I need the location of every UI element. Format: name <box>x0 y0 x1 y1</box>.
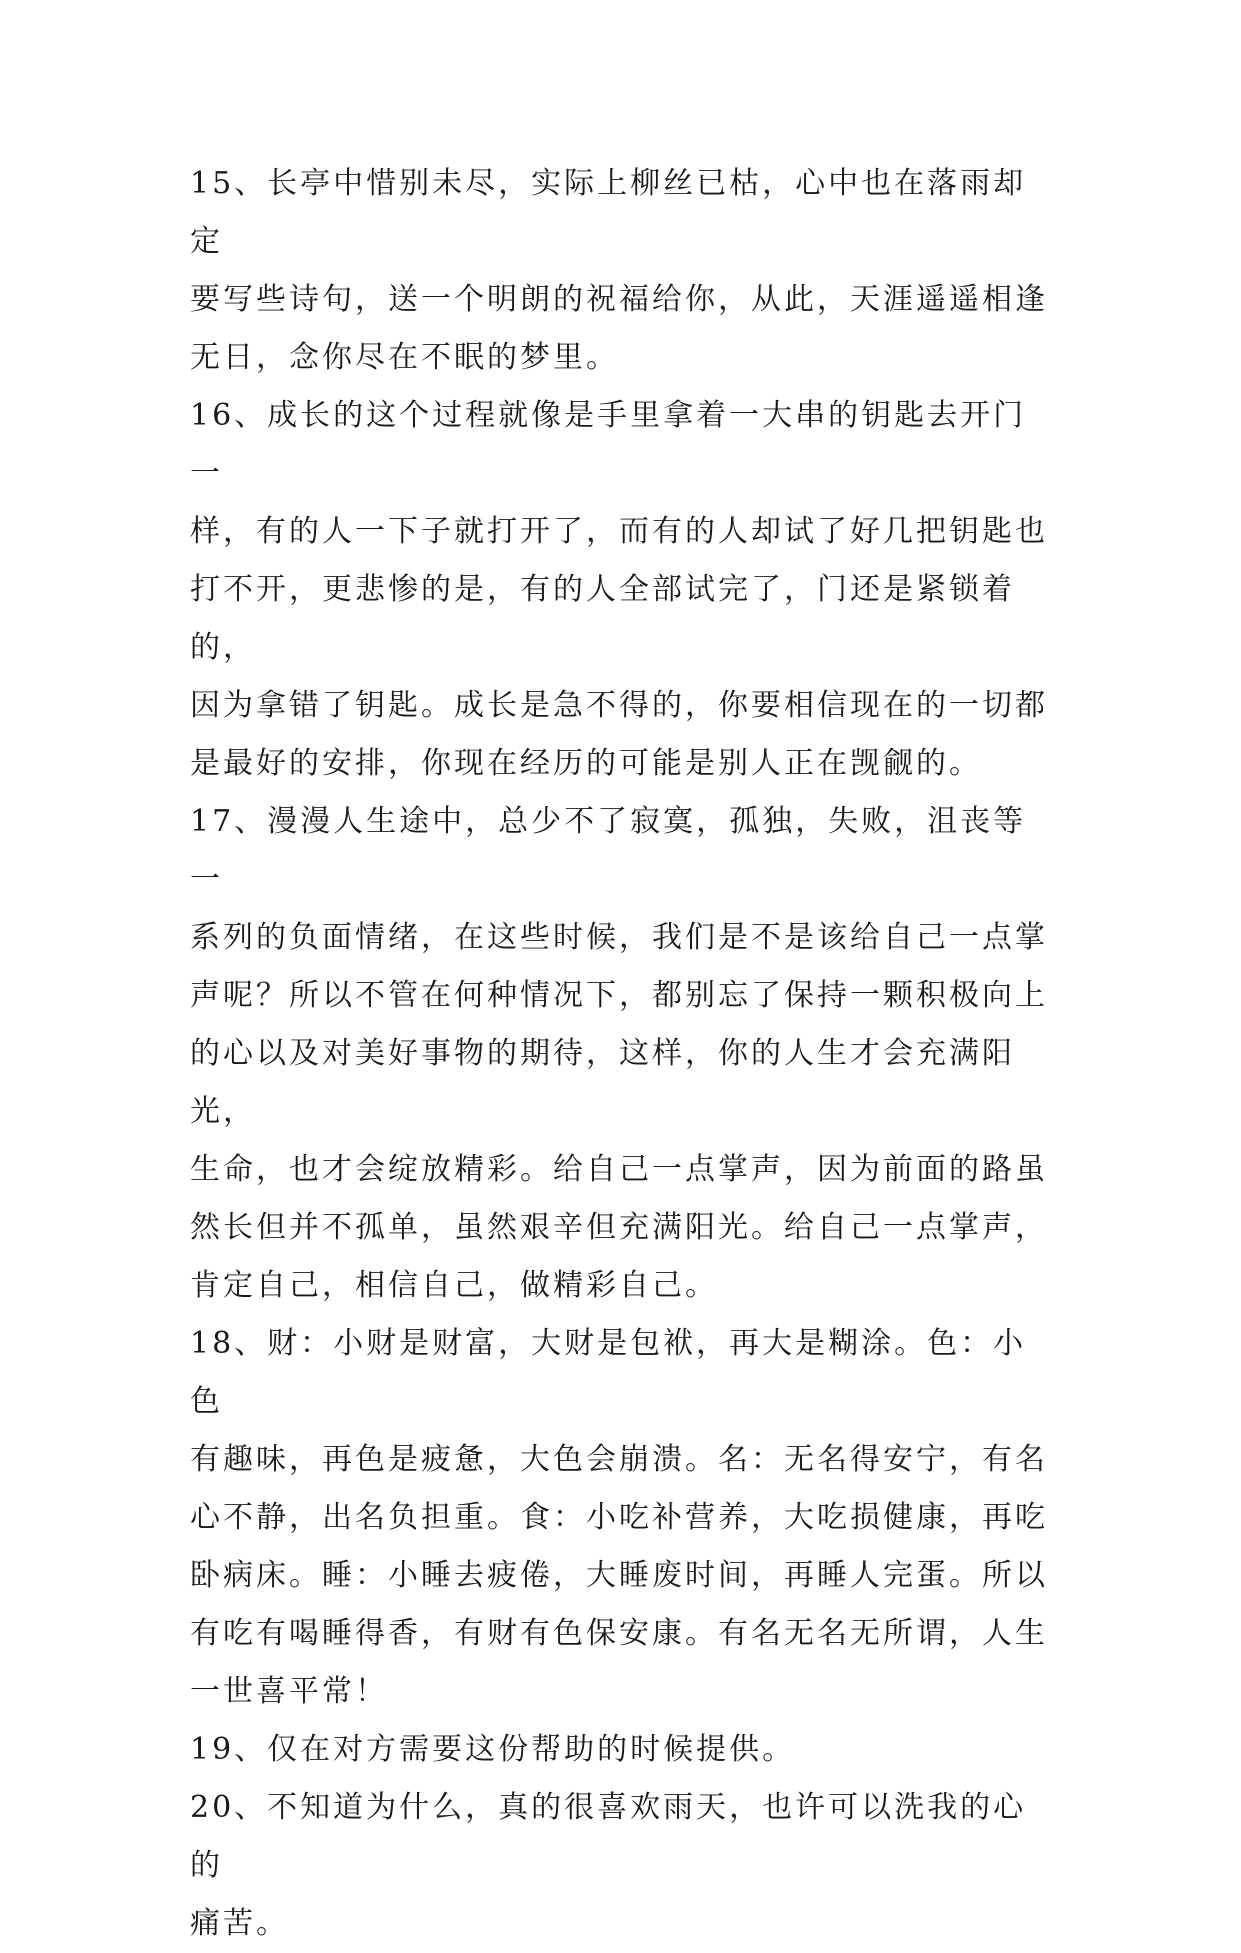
paragraph-19: 19、仅在对方需要这份帮助的时候提供。 <box>190 1732 796 1767</box>
paragraph-16: 16、成长的这个过程就像是手里拿着一大串的钥匙去开门一 样，有的人一下子就打开了，而有的人却试了好几把钥匙也 打不开，更悲惨的是，有的人全部试完了，门还是紧锁着的， 因为拿错了钥匙。成长是急不得的，你要相信现在的一切都 是最好的安排，你现在经历的可能是别人正在觊觎的。 <box>190 398 1048 781</box>
paragraph-18: 18、财：小财是财富，大财是包袱，再大是糊涂。色：小色 有趣味，再色是疲惫，大色会崩溃。名：无名得安宁，有名 心不静，出名负担重。食：小吃补营养，大吃损健康，再吃 卧病床。睡：小睡去疲倦，大睡废时间，再睡人完蛋。所以 有吃有喝睡得香，有财有色保安康。有名无名无所谓，人生 一世喜平常！ <box>190 1326 1048 1709</box>
document-body <box>190 155 1058 1953</box>
paragraph-15: 15、长亭中惜别未尽，实际上柳丝已枯，心中也在落雨却定 要写些诗句，送一个明朗的祝福给你，从此，天涯遥遥相逢 无日，念你尽在不眠的梦里。 <box>190 166 1048 375</box>
paragraph-17: 17、漫漫人生途中，总少不了寂寞，孤独，失败，沮丧等一 系列的负面情绪，在这些时候，我们是不是该给自己一点掌 声呢？所以不管在何种情况下，都别忘了保持一颗积极向上 的心以及对美好事物的期待，这样，你的人生才会充满阳光， 生命，也才会绽放精彩。给自己一点掌声，因为前面的路虽 然长但并不孤单，虽然艰辛但充满阳光。给自己一点掌声， 肯定自己，相信自己，做精彩自己。 <box>190 804 1048 1303</box>
paragraph-20: 20、不知道为什么，真的很喜欢雨天，也许可以洗我的心的 痛苦。 <box>190 1790 1027 1941</box>
